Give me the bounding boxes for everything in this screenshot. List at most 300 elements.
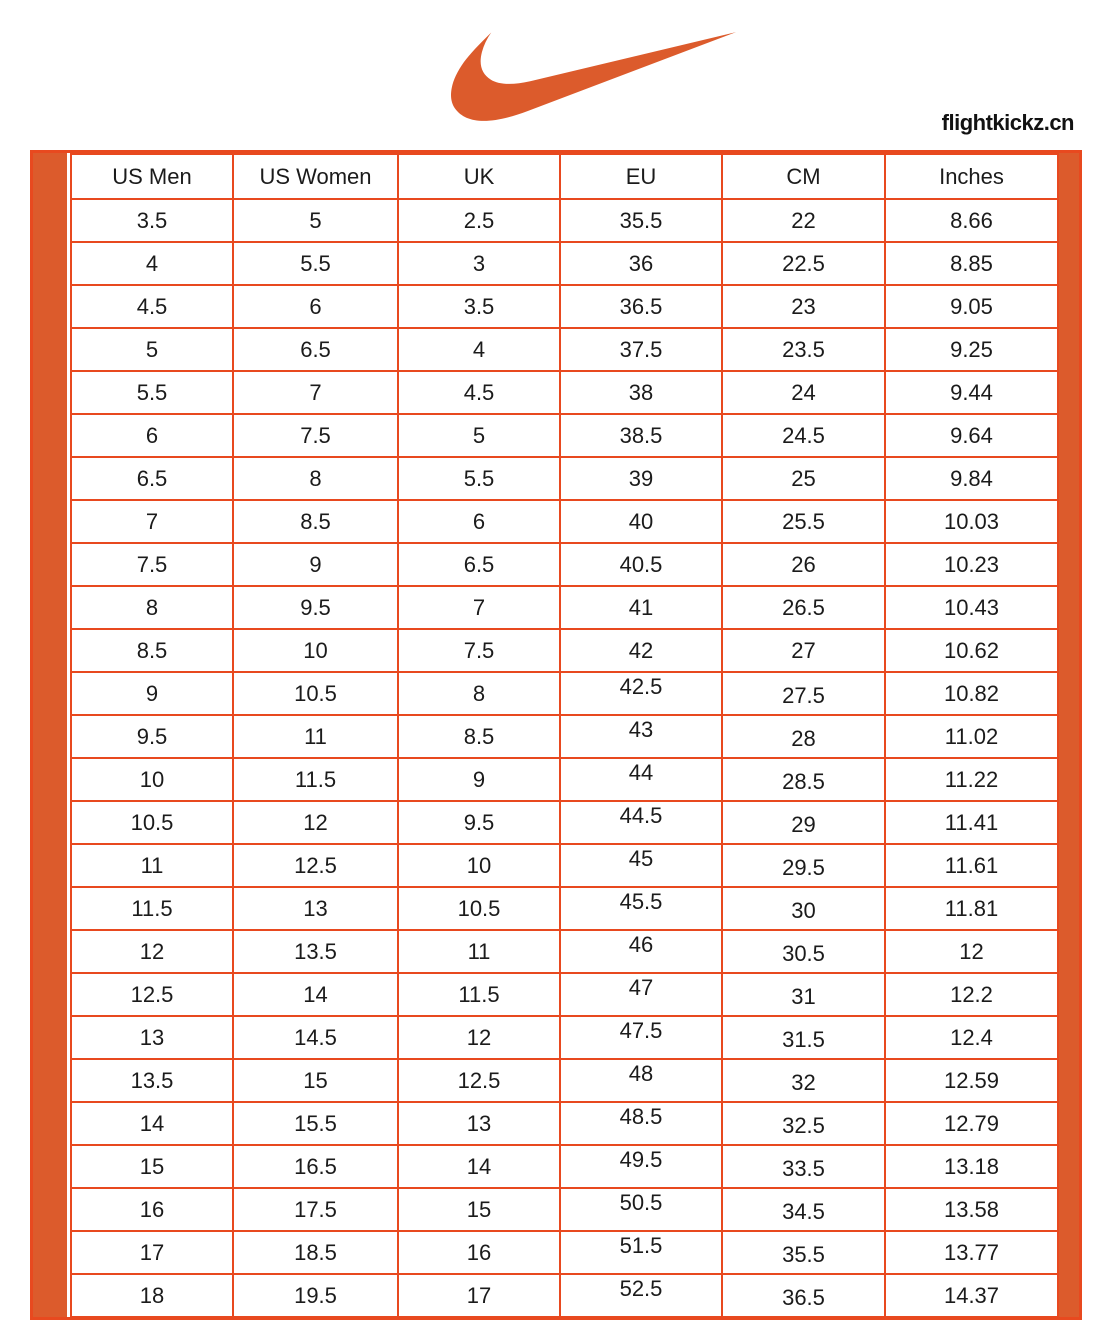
size-cell <box>398 371 560 414</box>
size-value: 12.2 <box>950 981 993 1007</box>
column-header-label: EU <box>625 163 657 189</box>
size-cell <box>722 586 885 629</box>
size-value: 11.41 <box>944 809 999 835</box>
size-value: 25.5 <box>782 508 825 534</box>
size-cell <box>560 844 722 887</box>
size-value: 14 <box>466 1153 492 1179</box>
size-value: 3.5 <box>136 207 168 233</box>
size-cell <box>233 285 398 328</box>
size-cell <box>885 1188 1058 1231</box>
size-cell <box>560 930 722 973</box>
size-cell <box>398 543 560 586</box>
table-row <box>71 1274 1058 1317</box>
size-cell <box>885 801 1058 844</box>
size-value: 13.58 <box>943 1196 1000 1222</box>
size-value: 8.5 <box>300 508 331 534</box>
size-value: 8.5 <box>463 723 495 749</box>
size-value: 45.5 <box>619 888 663 914</box>
size-value: 42.5 <box>619 673 663 699</box>
size-cell <box>560 1059 722 1102</box>
size-value: 39 <box>628 465 654 491</box>
size-cell <box>722 973 885 1016</box>
size-value: 14 <box>139 1110 165 1136</box>
size-cell <box>71 1016 233 1059</box>
size-table <box>70 153 1059 1318</box>
size-value: 28 <box>791 725 816 751</box>
size-value: 12 <box>139 938 165 964</box>
size-cell <box>885 1016 1058 1059</box>
size-cell <box>233 801 398 844</box>
size-cell <box>71 758 233 801</box>
size-value: 15.5 <box>294 1110 337 1136</box>
size-value: 17 <box>139 1239 165 1265</box>
table-row <box>71 1016 1058 1059</box>
size-cell <box>885 328 1058 371</box>
size-cell <box>560 371 722 414</box>
size-cell <box>71 930 233 973</box>
size-cell <box>233 328 398 371</box>
size-cell <box>885 1145 1058 1188</box>
size-value: 47.5 <box>619 1017 663 1043</box>
size-value: 10.23 <box>943 551 1000 577</box>
size-cell <box>722 543 885 586</box>
size-cell <box>560 1188 722 1231</box>
size-cell <box>398 672 560 715</box>
size-cell <box>722 285 885 328</box>
size-cell <box>560 414 722 457</box>
size-value: 12.59 <box>943 1067 1000 1093</box>
size-value: 4 <box>145 250 159 276</box>
size-value: 8 <box>472 680 486 706</box>
size-cell <box>233 371 398 414</box>
size-cell <box>885 1059 1058 1102</box>
size-value: 12 <box>959 938 984 964</box>
table-row <box>71 1145 1058 1188</box>
size-cell <box>71 801 233 844</box>
size-value: 11 <box>304 723 327 749</box>
size-value: 12.5 <box>294 852 337 878</box>
nike-swoosh-path <box>451 32 736 121</box>
size-cell <box>560 1145 722 1188</box>
size-value: 31 <box>791 983 816 1009</box>
size-value: 8.66 <box>950 207 993 233</box>
size-value: 30 <box>791 897 816 923</box>
size-cell <box>233 1016 398 1059</box>
size-value: 7 <box>145 508 159 534</box>
column-header <box>71 154 233 199</box>
size-cell <box>71 1059 233 1102</box>
table-row <box>71 457 1058 500</box>
size-value: 40 <box>628 508 654 534</box>
table-row <box>71 973 1058 1016</box>
size-value: 11.5 <box>458 981 500 1007</box>
size-cell <box>233 543 398 586</box>
column-header-label: US Men <box>112 163 192 189</box>
size-value: 9.5 <box>300 594 331 620</box>
size-cell <box>398 414 560 457</box>
size-value: 13.5 <box>294 938 337 964</box>
column-header-label: Inches <box>939 163 1004 189</box>
size-cell <box>233 1059 398 1102</box>
size-value: 22.5 <box>782 250 825 276</box>
size-value: 29.5 <box>782 854 825 880</box>
size-cell <box>398 930 560 973</box>
size-cell <box>71 1145 233 1188</box>
size-value: 12.5 <box>457 1067 501 1093</box>
left-accent-bar <box>33 153 67 1317</box>
size-cell <box>398 887 560 930</box>
size-value: 12.79 <box>943 1110 1000 1136</box>
size-cell <box>398 242 560 285</box>
size-value: 5 <box>472 422 486 448</box>
size-cell <box>71 414 233 457</box>
table-row <box>71 1102 1058 1145</box>
size-cell <box>885 371 1058 414</box>
size-value: 7.5 <box>136 551 168 577</box>
table-row <box>71 844 1058 887</box>
size-cell <box>885 457 1058 500</box>
size-cell <box>885 1274 1058 1317</box>
size-cell <box>233 1274 398 1317</box>
column-header <box>560 154 722 199</box>
size-value: 6.5 <box>463 551 495 577</box>
size-cell <box>560 887 722 930</box>
size-value: 12 <box>466 1024 492 1050</box>
size-cell <box>885 199 1058 242</box>
size-cell <box>560 801 722 844</box>
size-value: 9.5 <box>136 723 168 749</box>
size-value: 19.5 <box>294 1282 337 1308</box>
size-cell <box>722 1274 885 1317</box>
size-table-head <box>71 154 1058 199</box>
size-cell <box>398 758 560 801</box>
size-value: 9.5 <box>463 809 495 835</box>
size-cell <box>398 285 560 328</box>
column-header <box>722 154 885 199</box>
size-chart-panel <box>30 150 1082 1320</box>
size-cell <box>885 844 1058 887</box>
size-value: 24.5 <box>782 422 825 448</box>
size-value: 36.5 <box>619 293 663 319</box>
size-cell <box>398 1059 560 1102</box>
table-row <box>71 1059 1058 1102</box>
table-row <box>71 715 1058 758</box>
size-cell <box>885 758 1058 801</box>
size-value: 13.18 <box>943 1153 1000 1179</box>
size-cell <box>398 1188 560 1231</box>
size-value: 35.5 <box>782 1241 825 1267</box>
size-value: 38 <box>628 379 654 405</box>
size-cell <box>722 1188 885 1231</box>
size-cell <box>722 715 885 758</box>
size-value: 13 <box>303 895 328 921</box>
size-value: 11.5 <box>294 766 337 792</box>
size-cell <box>233 844 398 887</box>
size-value: 26.5 <box>782 594 825 620</box>
size-value: 43 <box>628 716 654 742</box>
size-value: 32.5 <box>782 1112 825 1138</box>
table-row <box>71 930 1058 973</box>
size-cell <box>722 1016 885 1059</box>
size-value: 8 <box>309 465 322 491</box>
size-value: 13 <box>139 1024 165 1050</box>
table-row <box>71 285 1058 328</box>
size-cell <box>560 973 722 1016</box>
size-cell <box>71 586 233 629</box>
size-value: 41 <box>628 594 654 620</box>
size-value: 36 <box>628 250 654 276</box>
size-cell <box>560 672 722 715</box>
size-cell <box>722 1059 885 1102</box>
size-cell <box>233 1102 398 1145</box>
size-cell <box>885 1102 1058 1145</box>
size-cell <box>233 973 398 1016</box>
size-value: 37.5 <box>619 336 663 362</box>
size-cell <box>560 199 722 242</box>
size-cell <box>560 1016 722 1059</box>
size-cell <box>71 1231 233 1274</box>
size-cell <box>560 586 722 629</box>
size-cell <box>233 715 398 758</box>
size-value: 52.5 <box>619 1275 663 1301</box>
size-value: 48.5 <box>619 1103 663 1129</box>
size-value: 34.5 <box>782 1198 825 1224</box>
size-value: 6 <box>472 508 486 534</box>
size-cell <box>398 1016 560 1059</box>
size-cell <box>560 715 722 758</box>
size-value: 27.5 <box>782 682 825 708</box>
size-value: 15 <box>303 1067 328 1093</box>
size-cell <box>398 1274 560 1317</box>
size-cell <box>398 1145 560 1188</box>
size-value: 10 <box>466 852 492 878</box>
size-cell <box>233 930 398 973</box>
size-value: 9 <box>309 551 322 577</box>
size-cell <box>71 973 233 1016</box>
size-value: 4 <box>472 336 486 362</box>
size-cell <box>722 414 885 457</box>
table-row <box>71 414 1058 457</box>
column-header <box>398 154 560 199</box>
size-value: 32 <box>791 1069 816 1095</box>
size-cell <box>722 328 885 371</box>
size-value: 10.82 <box>943 680 1000 706</box>
table-row <box>71 328 1058 371</box>
size-cell <box>885 242 1058 285</box>
size-cell <box>233 887 398 930</box>
size-cell <box>71 1102 233 1145</box>
size-value: 4.5 <box>463 379 495 405</box>
size-cell <box>398 586 560 629</box>
size-cell <box>71 285 233 328</box>
size-value: 16.5 <box>294 1153 337 1179</box>
size-value: 40.5 <box>619 551 663 577</box>
size-cell <box>722 1231 885 1274</box>
size-value: 17 <box>466 1282 492 1308</box>
size-cell <box>560 758 722 801</box>
column-header-label: UK <box>463 163 495 189</box>
size-value: 8.85 <box>950 250 993 276</box>
size-value: 5.5 <box>463 465 495 491</box>
size-value: 23.5 <box>782 336 825 362</box>
size-cell <box>398 844 560 887</box>
size-cell <box>560 285 722 328</box>
size-cell <box>722 457 885 500</box>
size-value: 9.25 <box>950 336 993 362</box>
size-value: 29 <box>791 811 816 837</box>
size-cell <box>885 930 1058 973</box>
size-value: 50.5 <box>619 1189 663 1215</box>
size-value: 18.5 <box>294 1239 337 1265</box>
size-value: 11 <box>467 938 491 964</box>
size-value: 36.5 <box>782 1284 825 1310</box>
size-value: 47 <box>628 974 654 1000</box>
size-cell <box>722 199 885 242</box>
size-value: 11.61 <box>944 852 999 878</box>
size-cell <box>398 715 560 758</box>
size-value: 10.62 <box>943 637 1000 663</box>
size-cell <box>560 1102 722 1145</box>
table-row <box>71 1188 1058 1231</box>
size-value: 7 <box>309 379 322 405</box>
size-cell <box>71 328 233 371</box>
size-cell <box>233 457 398 500</box>
size-value: 13 <box>466 1110 492 1136</box>
size-cell <box>233 414 398 457</box>
size-value: 4.5 <box>136 293 168 319</box>
size-value: 7.5 <box>300 422 331 448</box>
size-value: 27 <box>791 637 816 663</box>
size-cell <box>71 1188 233 1231</box>
size-cell <box>398 328 560 371</box>
size-value: 6.5 <box>136 465 168 491</box>
size-value: 31.5 <box>782 1026 825 1052</box>
size-cell <box>885 973 1058 1016</box>
size-value: 16 <box>139 1196 165 1222</box>
size-cell <box>398 801 560 844</box>
size-value: 3.5 <box>463 293 495 319</box>
size-value: 35.5 <box>619 207 663 233</box>
size-cell <box>233 1231 398 1274</box>
table-row <box>71 629 1058 672</box>
size-value: 14.5 <box>294 1024 337 1050</box>
size-cell <box>233 242 398 285</box>
size-cell <box>885 285 1058 328</box>
size-cell <box>560 1274 722 1317</box>
size-cell <box>398 500 560 543</box>
size-cell <box>233 500 398 543</box>
size-value: 12.5 <box>130 981 174 1007</box>
size-table-body <box>71 199 1058 1317</box>
size-value: 18 <box>139 1282 165 1308</box>
size-value: 11.02 <box>944 723 999 749</box>
size-value: 51.5 <box>619 1232 663 1258</box>
size-value: 38.5 <box>619 422 663 448</box>
size-value: 24 <box>791 379 816 405</box>
size-cell <box>398 973 560 1016</box>
size-cell <box>398 199 560 242</box>
size-cell <box>71 199 233 242</box>
size-value: 10 <box>303 637 328 663</box>
size-cell <box>71 457 233 500</box>
size-value: 10.03 <box>943 508 1000 534</box>
size-cell <box>722 672 885 715</box>
column-header-label: US Women <box>259 163 372 189</box>
size-value: 10.5 <box>457 895 501 921</box>
size-cell <box>722 1102 885 1145</box>
size-cell <box>71 887 233 930</box>
watermark-text: flightkickz.cn <box>941 110 1074 135</box>
size-value: 12 <box>303 809 328 835</box>
size-value: 9 <box>472 766 486 792</box>
size-cell <box>560 1231 722 1274</box>
size-value: 28.5 <box>782 768 825 794</box>
column-header-label: CM <box>786 163 821 189</box>
size-cell <box>885 1231 1058 1274</box>
size-cell <box>560 328 722 371</box>
size-value: 5.5 <box>136 379 168 405</box>
size-cell <box>722 1145 885 1188</box>
size-value: 9.44 <box>950 379 993 405</box>
size-value: 11 <box>140 852 164 878</box>
size-cell <box>560 242 722 285</box>
size-value: 14.37 <box>943 1282 1000 1308</box>
table-row <box>71 758 1058 801</box>
size-value: 13.77 <box>943 1239 1000 1265</box>
size-value: 48 <box>628 1060 654 1086</box>
size-value: 33.5 <box>782 1155 825 1181</box>
size-cell <box>722 371 885 414</box>
size-cell <box>233 629 398 672</box>
size-value: 10.5 <box>130 809 174 835</box>
table-row <box>71 586 1058 629</box>
size-value: 44 <box>628 759 654 785</box>
size-cell <box>71 629 233 672</box>
size-value: 42 <box>628 637 654 663</box>
size-cell <box>722 844 885 887</box>
size-value: 10.5 <box>294 680 337 706</box>
size-cell <box>233 199 398 242</box>
size-value: 6.5 <box>300 336 331 362</box>
size-value: 10 <box>139 766 165 792</box>
size-cell <box>233 758 398 801</box>
size-cell <box>398 1102 560 1145</box>
size-value: 11.22 <box>944 766 999 792</box>
size-value: 26 <box>791 551 816 577</box>
size-cell <box>560 500 722 543</box>
size-value: 46 <box>628 931 654 957</box>
size-cell <box>885 543 1058 586</box>
size-cell <box>722 500 885 543</box>
size-cell <box>71 1274 233 1317</box>
size-cell <box>560 543 722 586</box>
size-value: 14 <box>303 981 328 1007</box>
table-row <box>71 801 1058 844</box>
size-cell <box>722 629 885 672</box>
size-value: 6 <box>145 422 159 448</box>
table-row <box>71 543 1058 586</box>
size-cell <box>71 844 233 887</box>
column-header <box>885 154 1058 199</box>
size-cell <box>560 457 722 500</box>
size-cell <box>71 715 233 758</box>
size-value: 17.5 <box>294 1196 337 1222</box>
size-value: 8.5 <box>136 637 168 663</box>
table-row <box>71 242 1058 285</box>
size-cell <box>398 1231 560 1274</box>
size-value: 12.4 <box>950 1024 993 1050</box>
size-cell <box>722 930 885 973</box>
